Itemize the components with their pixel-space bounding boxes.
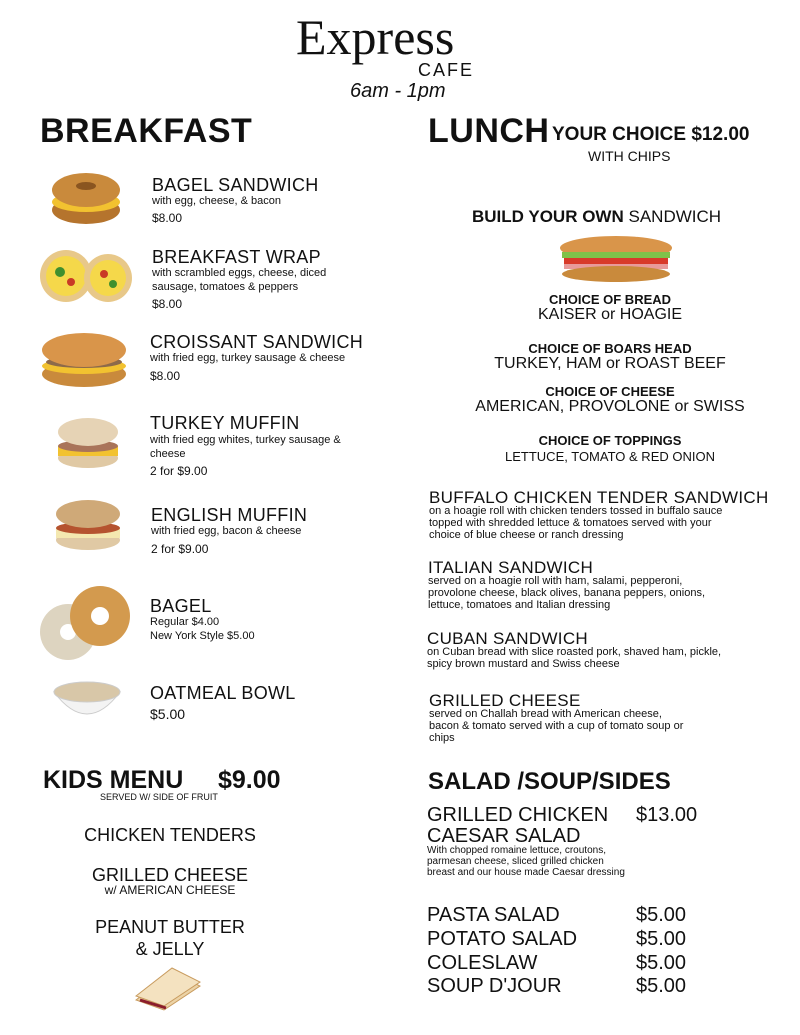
kids-price: $9.00	[218, 766, 281, 794]
kids-item: CHICKEN TENDERS	[84, 825, 256, 845]
kids-item-sub: w/ AMERICAN CHEESE	[104, 883, 236, 897]
lunch-item-desc: served on a hoagie roll with ham, salami, pepperoni, provolone cheese, black olives, banana peppers, onions, lettuce, tomatoes and Italian dressing	[428, 575, 706, 611]
byo-rest: SANDWICH	[628, 207, 722, 226]
item-name: CROISSANT SANDWICH	[150, 332, 364, 352]
brand-logo-text: Express	[296, 9, 455, 65]
byo-bold: BUILD YOUR OWN	[472, 207, 624, 226]
croissant-sandwich-image	[38, 330, 130, 390]
item-desc: with scrambled eggs, cheese, diced sausage, tomatoes & peppers	[152, 267, 327, 293]
byo-heading	[472, 207, 721, 227]
item-name: ENGLISH MUFFIN	[151, 505, 308, 525]
item-price: 2 for $9.00	[150, 464, 208, 478]
lunch-heading: LUNCH	[428, 112, 550, 150]
side-price: $5.00	[636, 904, 687, 926]
hours: 6am - 1pm	[350, 80, 446, 102]
choice-label: CHOICE OF TOPPINGS	[538, 433, 682, 448]
item-price: 2 for $9.00	[151, 542, 209, 556]
bagel-image	[36, 582, 136, 664]
lunch-item-desc: on Cuban bread with slice roasted pork, shaved ham, pickle, spicy brown mustard and Swiss cheese	[427, 646, 722, 670]
lunch-choice-price: YOUR CHOICE $12.00	[552, 124, 750, 145]
item-name: TURKEY MUFFIN	[150, 413, 300, 433]
kids-heading: KIDS MENU	[43, 766, 184, 794]
caesar-name-line2: CAESAR SALAD	[427, 825, 581, 847]
item-desc: Regular $4.00	[150, 616, 220, 628]
lunch-item-name: GRILLED CHEESE	[429, 691, 581, 710]
item-desc: with fried egg, turkey sausage & cheese	[150, 352, 346, 364]
brand-subtitle: CAFE	[418, 60, 475, 80]
item-price: $8.00	[150, 369, 181, 383]
item-name: BAGEL SANDWICH	[152, 175, 319, 195]
english-muffin-image	[50, 496, 126, 554]
side-name: COLESLAW	[427, 952, 538, 974]
lunch-item-desc: served on Challah bread with American cheese, bacon & tomato served with a cup of tomato soup or chips	[429, 708, 684, 744]
item-desc: New York Style $5.00	[150, 630, 255, 642]
oatmeal-bowl-image	[50, 676, 124, 732]
lunch-item-desc: on a hoagie roll with chicken tenders tossed in buffalo sauce topped with shredded lettuce & tomatoes served with your choice of blue cheese or ranch dressing	[429, 505, 723, 541]
kids-item: GRILLED CHEESE	[91, 865, 249, 885]
hoagie-image	[556, 234, 676, 284]
choice-label: CHOICE OF CHEESE	[545, 384, 675, 399]
item-name: BREAKFAST WRAP	[152, 247, 321, 267]
side-name: SOUP D'JOUR	[427, 975, 562, 997]
caesar-desc: With chopped romaine lettuce, croutons, parmesan cheese, sliced grilled chicken breast and our house made Caesar dressing	[427, 845, 625, 878]
side-price: $5.00	[636, 928, 687, 950]
breakfast-wrap-image	[38, 244, 134, 306]
caesar-price: $13.00	[636, 804, 698, 826]
item-price: $8.00	[152, 297, 183, 311]
pbj-image	[130, 962, 208, 1012]
choice-options: KAISER or HOAGIE	[537, 306, 683, 323]
bagel-sandwich-image	[46, 168, 126, 228]
kids-item: PEANUT BUTTER	[95, 917, 245, 937]
lunch-item-name: BUFFALO CHICKEN TENDER SANDWICH	[429, 488, 769, 507]
item-desc: with egg, cheese, & bacon	[152, 195, 282, 207]
lunch-item-name: CUBAN SANDWICH	[427, 629, 588, 648]
item-price: $5.00	[150, 706, 186, 722]
item-name: OATMEAL BOWL	[150, 683, 296, 703]
caesar-name-line1: GRILLED CHICKEN	[427, 804, 609, 826]
side-price: $5.00	[636, 952, 687, 974]
side-name: POTATO SALAD	[427, 928, 578, 950]
sides-heading: SALAD /SOUP/SIDES	[428, 768, 671, 795]
breakfast-heading: BREAKFAST	[40, 112, 253, 150]
choice-options: TURKEY, HAM or ROAST BEEF	[494, 355, 726, 372]
choice-options: AMERICAN, PROVOLONE or SWISS	[475, 398, 745, 415]
side-name: PASTA SALAD	[427, 904, 560, 926]
item-desc: with fried egg, bacon & cheese	[151, 525, 302, 537]
turkey-muffin-image	[52, 414, 124, 472]
kids-note: SERVED W/ SIDE OF FRUIT	[100, 792, 218, 802]
side-price: $5.00	[636, 975, 687, 997]
item-desc: with fried egg whites, turkey sausage & cheese	[150, 434, 341, 460]
choice-options: LETTUCE, TOMATO & RED ONION	[505, 449, 715, 464]
item-name: BAGEL	[150, 596, 212, 616]
lunch-with-chips: WITH CHIPS	[588, 148, 671, 164]
choice-label: CHOICE OF BREAD	[548, 292, 672, 307]
lunch-item-name: ITALIAN SANDWICH	[428, 558, 594, 577]
choice-label: CHOICE OF BOARS HEAD	[528, 341, 692, 356]
kids-item-sub: & JELLY	[135, 939, 205, 959]
item-price: $8.00	[152, 211, 183, 225]
